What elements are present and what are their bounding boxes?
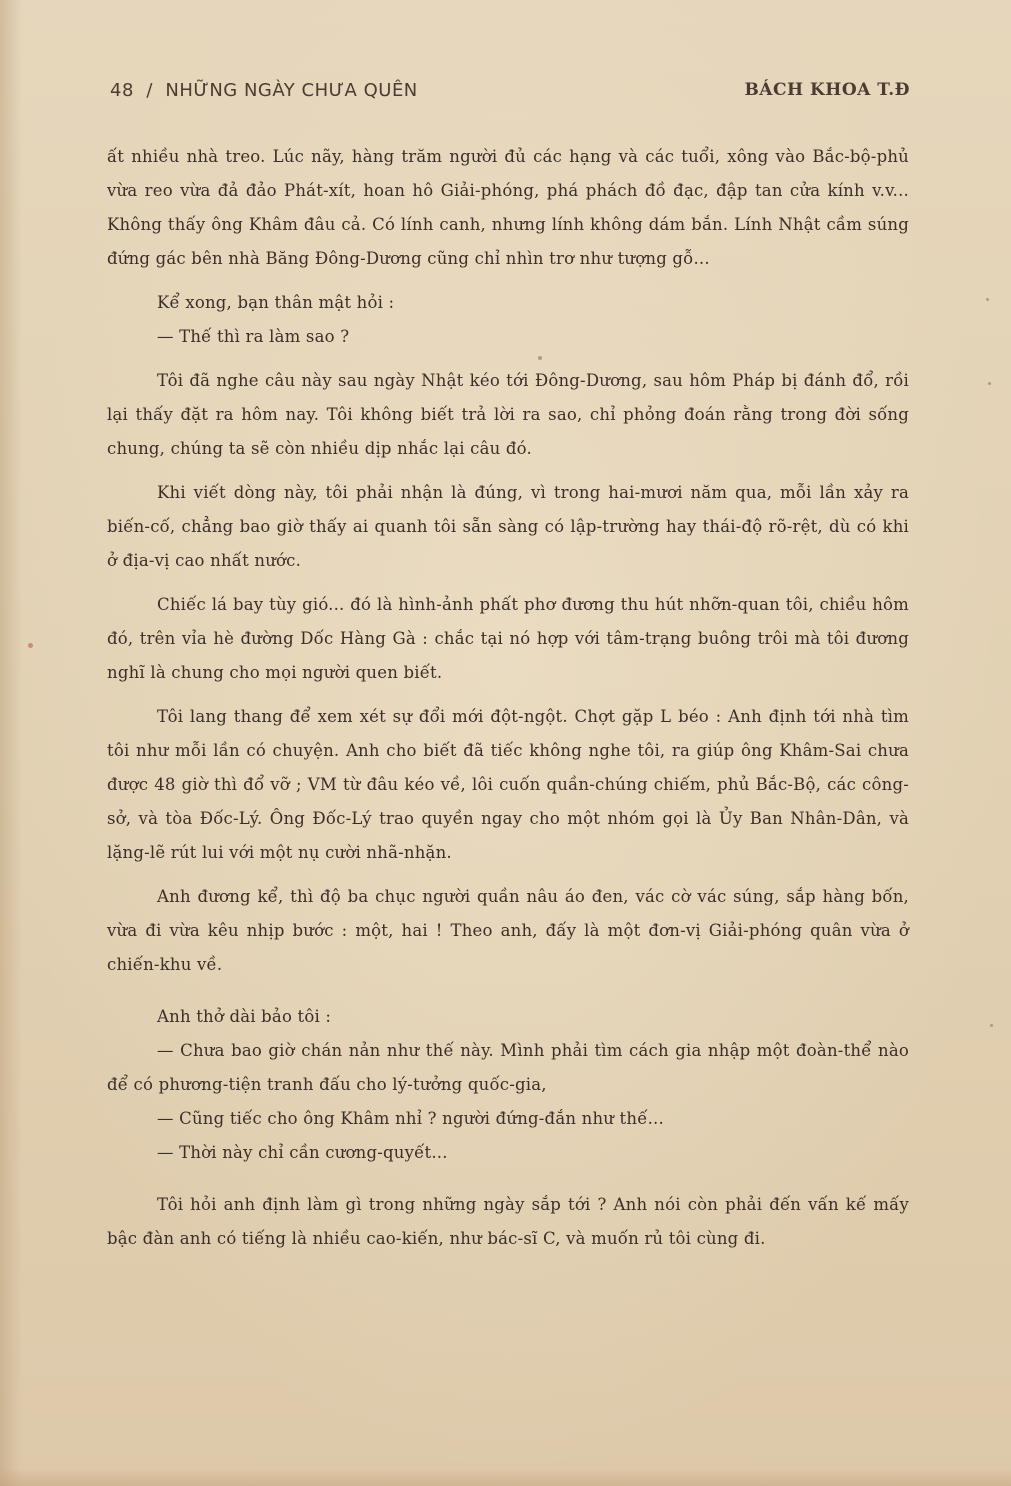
- paragraph: Chiếc lá bay tùy gió... đó là hình-ảnh phất phơ đương thu hút nhỡn-quan tôi, chiều hôm đó, trên vỉa hè đường Dốc Hàng Gà : chắc tại nó hợp với tâm-trạng buông trôi mà tôi đương nghĩ là chung cho mọi người quen biết.: [107, 595, 909, 682]
- paragraph: Tôi hỏi anh định làm gì trong những ngày sắp tới ? Anh nói còn phải đến vấn kế mấy bậc đàn anh có tiếng là nhiều cao-kiến, như bác-sĩ C, và muốn rủ tôi cùng đi.: [107, 1195, 909, 1248]
- paper-speck: [990, 1024, 993, 1027]
- header-left: [110, 80, 418, 101]
- paper-speck: [988, 382, 991, 385]
- paragraph: Anh thở dài bảo tôi :: [157, 1007, 332, 1026]
- paragraph: Kể xong, bạn thân mật hỏi :: [157, 293, 395, 312]
- paper-speck: [986, 298, 989, 301]
- header-separator: /: [146, 80, 153, 101]
- paragraph: Anh đương kể, thì độ ba chục người quần nâu áo đen, vác cờ vác súng, sắp hàng bốn, vừa đi vừa kêu nhịp bước : một, hai ! Theo anh, đấy là một đơn-vị Giải-phóng quân vừa ở chiến-khu về.: [107, 887, 909, 974]
- page-body: [107, 140, 909, 1256]
- page-header: [110, 80, 910, 110]
- paragraph: Tôi đã nghe câu này sau ngày Nhật kéo tới Đông-Dương, sau hôm Pháp bị đánh đổ, rồi lại thấy đặt ra hôm nay. Tôi không biết trả lời ra sao, chỉ phỏng đoán rằng trong đời sống chung, chúng ta sẽ còn nhiều dịp nhắc lại câu đó.: [107, 371, 909, 458]
- paragraph: Tôi lang thang để xem xét sự đổi mới đột-ngột. Chợt gặp L béo : Anh định tới nhà tìm tôi như mỗi lần có chuyện. Anh cho biết đã tiếc không nghe tôi, ra giúp ông Khâm-Sai chưa được 48 giờ thì đổ vỡ ; VM từ đâu kéo về, lôi cuốn quần-chúng chiếm, phủ Bắc-Bộ, các công-sở, và tòa Đốc-Lý. Ông Đốc-Lý trao quyền ngay cho một nhóm gọi là Ủy Ban Nhân-Dân, và lặng-lẽ rút lui với một nụ cười nhã-nhặn.: [107, 707, 909, 862]
- page-edge-shadow: [0, 0, 22, 1486]
- page-bottom-stain: [0, 1468, 1011, 1486]
- dialogue-line: — Cũng tiếc cho ông Khâm nhỉ ? người đứng-đắn như thế...: [157, 1109, 664, 1128]
- paragraph: ất nhiều nhà treo. Lúc nãy, hàng trăm người đủ các hạng và các tuổi, xông vào Bắc-bộ-phủ vừa reo vừa đả đảo Phát-xít, hoan hô Giải-phóng, phá phách đồ đạc, đập tan cửa kính v.v... Không thấy ông Khâm đâu cả. Có lính canh, nhưng lính không dám bắn. Lính Nhật cầm súng đứng gác bên nhà Băng Đông-Dương cũng chỉ nhìn trơ như tượng gỗ...: [107, 147, 909, 268]
- dialogue-line: — Thời này chỉ cần cương-quyết...: [157, 1143, 448, 1162]
- page-number: 48: [110, 80, 134, 101]
- dialogue-line: — Chưa bao giờ chán nản như thế này. Mình phải tìm cách gia nhập một đoàn-thể nào để có phương-tiện tranh đấu cho lý-tưởng quốc-gia,: [107, 1041, 909, 1094]
- book-title: NHỮNG NGÀY CHƯA QUÊN: [165, 80, 418, 101]
- paper-speck: [28, 643, 33, 648]
- publication-name: BÁCH KHOA T.Đ: [744, 80, 910, 100]
- dialogue-line: — Thế thì ra làm sao ?: [157, 327, 350, 346]
- paragraph: Khi viết dòng này, tôi phải nhận là đúng, vì trong hai-mươi năm qua, mỗi lần xảy ra biến-cố, chẳng bao giờ thấy ai quanh tôi sẵn sàng có lập-trường hay thái-độ rõ-rệt, dù có khi ở địa-vị cao nhất nước.: [107, 483, 909, 570]
